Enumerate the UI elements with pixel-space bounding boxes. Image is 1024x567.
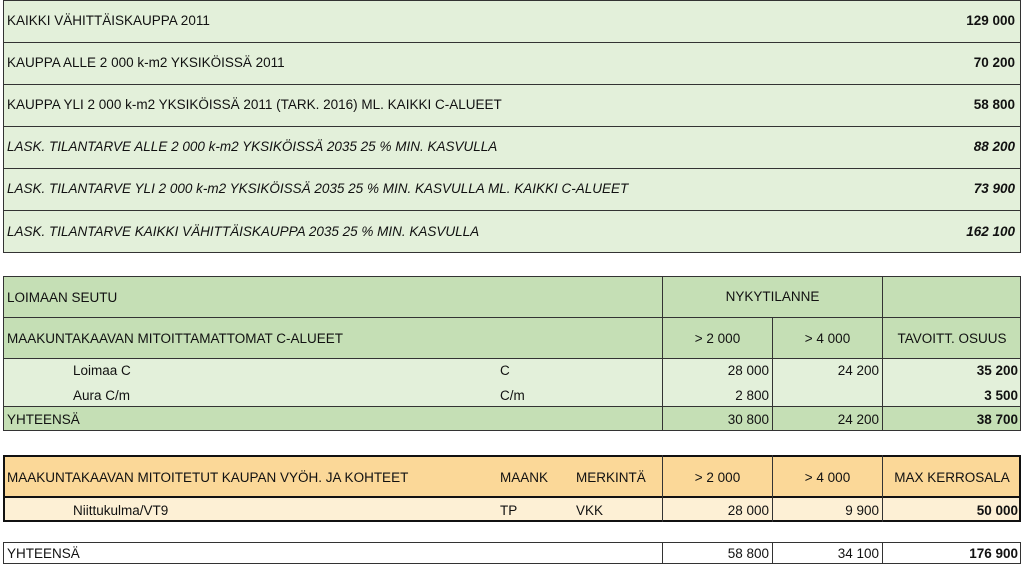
region-row-code: C [500,363,510,378]
summary-label: KAIKKI VÄHITTÄISKAUPPA 2011 [7,13,210,28]
grand-total-over4000: 34 100 [837,546,879,561]
region-subtitle: MAAKUNTAKAAVAN MITOITTAMATTOMAT C-ALUEET [7,331,344,346]
summary-label: KAUPPA YLI 2 000 k-m2 YKSIKÖISSÄ 2011 (TARK. 2016) ML. KAIKKI C-ALUEET [7,97,502,112]
region-title: LOIMAAN SEUTU [7,290,118,305]
region-row-name: Loimaa C [73,363,131,378]
summary-label: LASK. TILANTARVE KAIKKI VÄHITTÄISKAUPPA 2035 25 % MIN. KASVULLA [7,224,480,239]
region-total-over4000: 24 200 [837,412,879,427]
zones-row-over2000: 28 000 [727,503,769,518]
current-header: NYKYTILANNE [725,289,820,304]
summary-value: 88 200 [973,139,1015,154]
region-total-target: 38 700 [976,412,1018,427]
summary-label: KAUPPA ALLE 2 000 k-m2 YKSIKÖISSÄ 2011 [7,55,285,70]
zones-row-merkinta: VKK [576,503,604,518]
summary-value: 162 100 [966,224,1015,239]
region-row-code: C/m [500,388,525,403]
grand-total-max: 176 900 [969,546,1018,561]
grand-total-label: YHTEENSÄ [7,546,80,561]
zones-row-max: 50 000 [976,503,1018,518]
region-row-target: 35 200 [976,363,1018,378]
region-row-over4000: 24 200 [837,363,879,378]
zones-col-maank: MAANK [500,470,549,485]
summary-value: 73 900 [973,181,1015,196]
zones-row-maank: TP [500,503,518,518]
col-over-2000: > 2 000 [694,331,741,346]
zones-col-merkinta: MERKINTÄ [576,470,646,485]
zones-col-over-2000: > 2 000 [694,470,741,485]
zones-col-max: MAX KERROSALA [894,470,1010,485]
region-row-over2000: 2 800 [735,388,769,403]
summary-value: 70 200 [973,55,1015,70]
region-row-target: 3 500 [984,388,1018,403]
zones-title: MAAKUNTAKAAVAN MITOITETUT KAUPAN VYÖH. JA KOHTEET [7,470,409,485]
region-total-label: YHTEENSÄ [7,412,80,427]
summary-label: LASK. TILANTARVE ALLE 2 000 k-m2 YKSIKÖISSÄ 2035 25 % MIN. KASVULLA [7,139,498,154]
region-total-over2000: 30 800 [727,412,769,427]
region-row-name: Aura C/m [73,388,131,403]
summary-label: LASK. TILANTARVE YLI 2 000 k-m2 YKSIKÖISSÄ 2035 25 % MIN. KASVULLA ML. KAIKKI C-ALUEET [7,181,629,196]
region-row-over2000: 28 000 [727,363,769,378]
grand-total-over2000: 58 800 [727,546,769,561]
zones-row-name: Niittukulma/VT9 [73,503,169,518]
col-target: TAVOITT. OSUUS [897,331,1007,346]
col-over-4000: > 4 000 [804,331,851,346]
summary-value: 129 000 [966,13,1015,28]
zones-row-over4000: 9 900 [845,503,879,518]
summary-value: 58 800 [973,97,1015,112]
zones-col-over-4000: > 4 000 [804,470,851,485]
